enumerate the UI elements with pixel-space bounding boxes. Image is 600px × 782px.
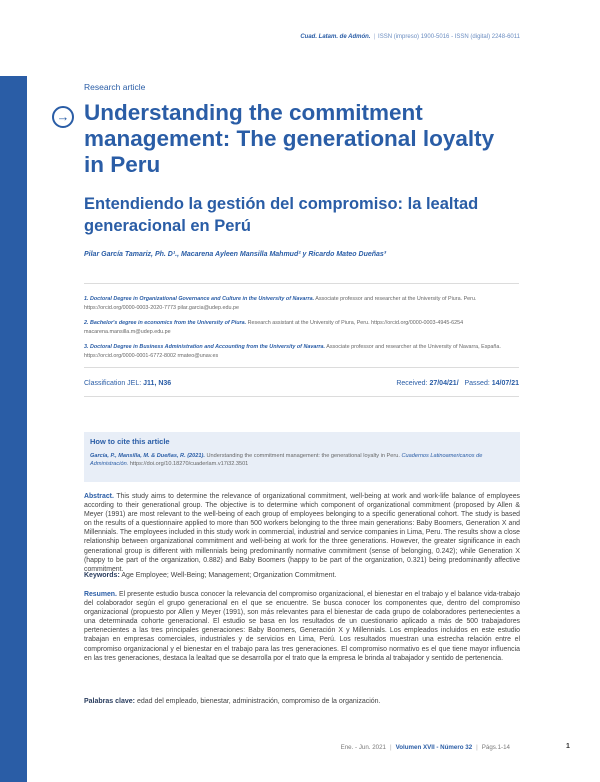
affiliation-text: Associate professor and researcher at the University of Navarra, España. https://orcid.org/0000-0001-6772-8002 rmateo@unav.es (84, 344, 501, 359)
affiliation-item (84, 319, 519, 336)
passed-date: 14/07/21 (491, 380, 519, 387)
palabras-clave-text: edad del empleado, bienestar, administración, compromiso de la organización. (136, 698, 381, 705)
received-label: Received: (396, 380, 428, 387)
cite-title: Understanding the commitment management: the generational loyalty in Peru. (206, 453, 400, 459)
cite-journal: Cuadernos Latinoamericanos de Administración. (90, 453, 483, 467)
author-list: Pilar García Tamariz, Ph. D¹., Macarena Ayleen Mansilla Mahmud² y Ricardo Mateo Dueñas³ (84, 251, 387, 258)
resumen-text: El presente estudio busca conocer la relevancia del compromiso organizacional, el bienestar en el trabajo y el balance vida-trabajo del colaborador según el grupo generacional en el que se encuentre. Se busca conocer los componentes que, dentro del compromiso organizacional (propuesto por Allen y Meyer (1991), son más relevantes para el bienestar de cada grupo de colaboradores pertenecientes a una determinada cohorte generacional. El estudio se basa en los resultados de un cuestionario aplicado a más de 500 trabajadores pertenecientes a las tres principales generaciones: Baby Boomers, Generación X y Millennials. Los empleados incluidos en este estudio trabajan en empresas comerciales, industriales y de servicios en Lima, Perú. Los resultados muestran una estrecha relación entre el compromiso organizacional y el bienestar en el trabajo para las tres generaciones. El compromiso normativo es el que tiene mayor influencia en las tres generaciones, destaca la lealtad que se desarrolla por el trato que la empresa le brinda al trabajador y sentido de pertenencia. (84, 591, 521, 662)
jel-classification (84, 380, 171, 387)
article-type-label: Research article (84, 82, 146, 92)
palabras-clave-label: Palabras clave: (84, 698, 135, 705)
cite-doi-link[interactable]: https://doi.org/10.18270/cuaderlam.v17i32.3501 (129, 461, 249, 467)
page-number: 1 (566, 743, 570, 750)
cite-authors: García, P., Mansilla, M. & Dueñas, R. (2021). (90, 453, 205, 459)
keywords-label: Keywords: (84, 572, 120, 579)
article-subtitle: Entendiendo la gestión del compromiso: la lealtad generacional en Perú (84, 195, 479, 235)
footer-separator: | (476, 744, 478, 751)
affiliation-text: Associate professor and researcher at the University of Piura. Peru. https://orcid.org/0000-0003-2020-7773 pilar.garcia@udep.edu.pe (84, 296, 477, 311)
arrow-right-icon: → (52, 106, 74, 128)
resumen-label: Resumen. (84, 591, 117, 598)
affiliation-item (84, 295, 519, 312)
affiliation-text: Research assistant at the University of Piura, Peru. https://orcid.org/0000-0003-4945-6254 macarena.mansilla.m@udep.edu.pe (84, 320, 464, 335)
article-dates (396, 380, 519, 387)
article-title: Understanding the commitment management: The generational loyalty in Peru (84, 100, 495, 177)
journal-issn: ISSN (impreso) 1900-5016 - ISSN (digital) 2248-6011 (378, 34, 520, 40)
footer-period: Ene. - Jun. 2021 (340, 744, 386, 751)
abstract (84, 492, 520, 574)
divider (84, 396, 519, 397)
footer-separator: | (390, 744, 392, 751)
footer-volume: Volumen XVII - Número 32 (395, 744, 473, 751)
resumen (84, 590, 520, 663)
journal-name: Cuad. Latam. de Admón. (300, 34, 371, 40)
received-date: 27/04/21/ (429, 380, 459, 387)
journal-header (300, 34, 520, 40)
passed-label: Passed: (464, 380, 490, 387)
jel-value: J11, N36 (143, 380, 172, 387)
keywords (84, 572, 520, 579)
affiliation-item (84, 343, 519, 360)
affiliation-label: 1. Doctoral Degree in Organizational Governance and Culture in the University of Navarra. (84, 296, 315, 302)
abstract-text: This study aims to determine the relevance of organizational commitment, well-being at work and work-life balance of employees according to their generational group. The objective is to determine which component of organizational commitment (proposed by Allen & Meyer (1991) are most relevant to the well-being of each group of employees belonging to a specific generational cohort. The study is based on the results of a questionnaire applied to more than 500 workers belonging to the three main generations: Baby Boomers, Generation X and Millennials. The employees included in this study work in commercial, industrial and service companies in Lima, Peru. The results show a close relationship between organizational commitment and well-being at work for the three generations. However, the greater significance in each generational group is different with millennials being predominantly normative commitment (sense of belonging, 0.242); while Generation X (happy to be part of the organization, 0.882) and Baby Boomers (happy to be part of the organization, 0.321) being predominantly affective commitment. (84, 493, 520, 573)
keywords-text: Age Employee; Well-Being; Management; Organization Commitment. (121, 572, 337, 579)
footer-pages: Págs.1-14 (481, 744, 510, 751)
jel-label: Classification JEL: (84, 380, 142, 387)
affiliation-label: 2. Bachelor's degree in economics from the University of Piura. (84, 320, 247, 326)
page-footer (341, 744, 510, 751)
affiliations (84, 295, 519, 367)
header-separator: | (373, 34, 376, 40)
affiliation-label: 3. Doctoral Degree in Business Administration and Accounting from the University of Navarra. (84, 344, 326, 350)
divider (84, 283, 519, 284)
cite-text (90, 452, 514, 468)
cite-heading: How to cite this article (90, 437, 170, 446)
sidebar-band (0, 76, 27, 782)
palabras-clave (84, 698, 520, 705)
divider (84, 367, 519, 368)
abstract-label: Abstract. (84, 493, 114, 500)
